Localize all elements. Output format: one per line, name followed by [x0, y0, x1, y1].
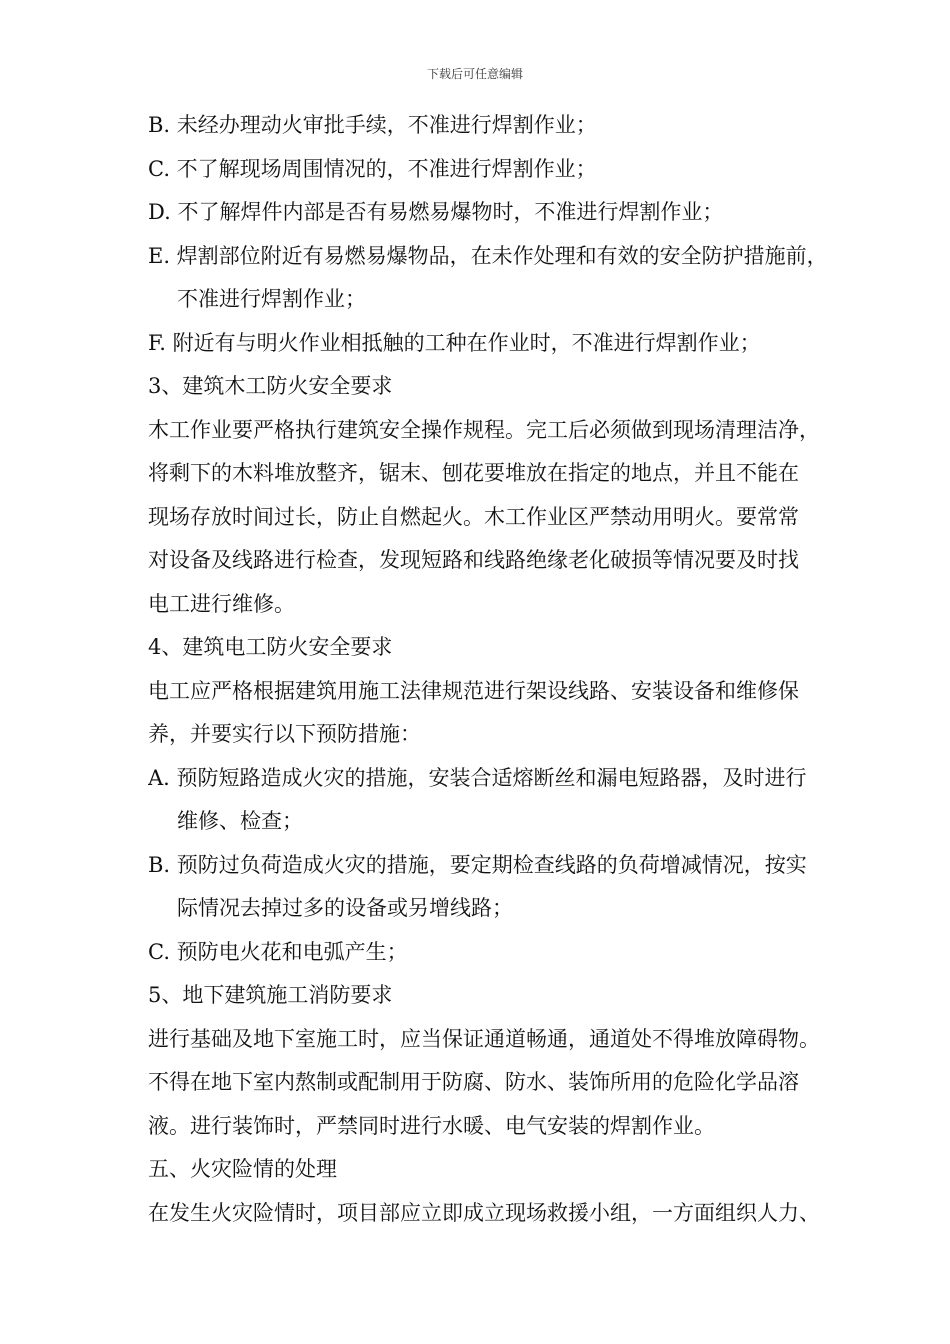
paragraph-carpentry-line-2: 将剩下的木料堆放整齐，锯末、刨花要堆放在指定的地点，并且不能在: [148, 461, 799, 485]
section-heading-electrical: 4、建筑电工防火安全要求: [148, 635, 393, 659]
list-item-b-continuation: 际情况去掉过多的设备或另增线路；: [177, 896, 513, 920]
list-item-c-sparks: C. 预防电火花和电弧产生；: [148, 939, 408, 964]
list-item-f-conflicting-work: F. 附近有与明火作业相抵触的工种在作业时，不准进行焊割作业；: [148, 330, 761, 355]
paragraph-carpentry-line-5: 电工进行维修。: [148, 591, 295, 616]
paragraph-electrical-line-1: 电工应严格根据建筑用施工法律规范进行架设线路、安装设备和维修保: [148, 678, 799, 703]
list-item-b-welding-approval: B. 未经办理动火审批手续，不准进行焊割作业；: [148, 113, 597, 137]
paragraph-underground-line-3: 液。进行装饰时，严禁同时进行水暖、电气安装的焊割作业。: [148, 1113, 715, 1138]
page-header: 下载后可任意编辑: [426, 67, 523, 81]
document-body: [148, 104, 878, 1235]
list-item-e-nearby-flammables: E. 焊割部位附近有易燃易爆物品，在未作处理和有效的安全防护措施前，: [148, 243, 828, 268]
paragraph-underground-line-1: 进行基础及地下室施工时，应当保证通道畅通，通道处不得堆放障碍物。: [148, 1026, 820, 1051]
paragraph-carpentry-line-3: 现场存放时间过长，防止自燃起火。木工作业区严禁动用明火。要常常: [148, 504, 799, 529]
list-item-c-surroundings: C. 不了解现场周围情况的，不准进行焊割作业；: [148, 156, 597, 181]
section-heading-underground: 5、地下建筑施工消防要求: [148, 983, 393, 1007]
section-heading-carpentry: 3、建筑木工防火安全要求: [148, 374, 393, 398]
list-item-d-workpiece-interior: D. 不了解焊件内部是否有易燃易爆物时，不准进行焊割作业；: [148, 200, 724, 224]
paragraph-carpentry-line-1: 木工作业要严格执行建筑安全操作规程。完工后必须做到现场清理洁净，: [148, 417, 820, 442]
list-item-e-continuation: 不准进行焊割作业；: [177, 287, 366, 311]
list-item-a-short-circuit: A. 预防短路造成火灾的措施，安装合适熔断丝和漏电短路器，及时进行: [148, 765, 807, 790]
list-item-b-overload: B. 预防过负荷造成火灾的措施，要定期检查线路的负荷增减情况，按实: [148, 852, 807, 877]
paragraph-electrical-line-2: 养，并要实行以下预防措施：: [148, 722, 421, 746]
paragraph-underground-line-2: 不得在地下室内熬制或配制用于防腐、防水、装饰所用的危险化学品溶: [148, 1070, 799, 1094]
paragraph-fire-handling-line-1: 在发生火灾险情时，项目部应立即成立现场救援小组，一方面组织人力、: [148, 1200, 820, 1225]
paragraph-carpentry-line-4: 对设备及线路进行检查，发现短路和线路绝缘老化破损等情况要及时找: [148, 548, 799, 572]
list-item-a-continuation: 维修、检查；: [177, 809, 303, 833]
chapter-heading-fire-handling: 五、火灾险情的处理: [148, 1157, 337, 1181]
